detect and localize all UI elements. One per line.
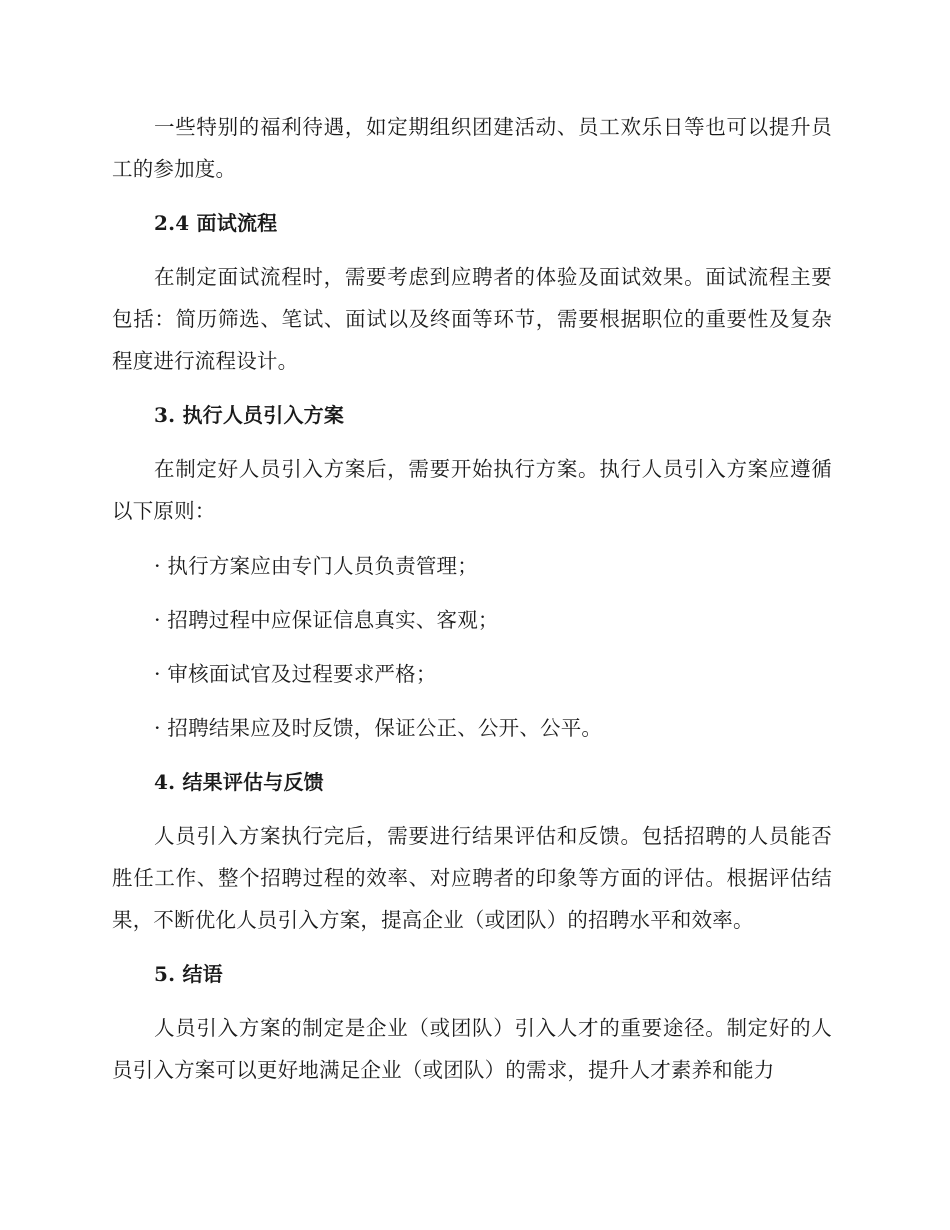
bullet-item: · 招聘过程中应保证信息真实、客观； xyxy=(154,608,499,632)
document-page xyxy=(112,106,832,1091)
bullet-item: · 执行方案应由专门人员负责管理； xyxy=(154,554,478,578)
paragraph-evaluation: 人员引入方案执行完后，需要进行结果评估和反馈。包括招聘的人员能否胜任工作、整个招聘过程的效率、对应聘者的印象等方面的评估。根据评估结果，不断优化人员引入方案，提高企业（或团队）的招聘水平和效率。 xyxy=(112,824,832,932)
section-heading-4: 4. 结果评估与反馈 xyxy=(154,770,324,794)
paragraph-conclusion: 人员引入方案的制定是企业（或团队）引入人才的重要途径。制定好的人员引入方案可以更好地满足企业（或团队）的需求，提升人才素养和能力 xyxy=(112,1016,832,1082)
section-heading-2-4: 2.4 面试流程 xyxy=(154,211,278,235)
bullet-item: · 审核面试官及过程要求严格； xyxy=(154,662,437,686)
paragraph-benefits: 一些特别的福利待遇，如定期组织团建活动、员工欢乐日等也可以提升员工的参加度。 xyxy=(112,115,832,181)
paragraph-execution: 在制定好人员引入方案后，需要开始执行方案。执行人员引入方案应遵循以下原则： xyxy=(112,457,832,523)
section-heading-3: 3. 执行人员引入方案 xyxy=(154,403,345,427)
bullet-item: · 招聘结果应及时反馈，保证公正、公开、公平。 xyxy=(154,716,603,740)
paragraph-interview-process: 在制定面试流程时，需要考虑到应聘者的体验及面试效果。面试流程主要包括：简历筛选、笔试、面试以及终面等环节，需要根据职位的重要性及复杂程度进行流程设计。 xyxy=(112,265,832,373)
section-heading-5: 5. 结语 xyxy=(154,962,223,986)
